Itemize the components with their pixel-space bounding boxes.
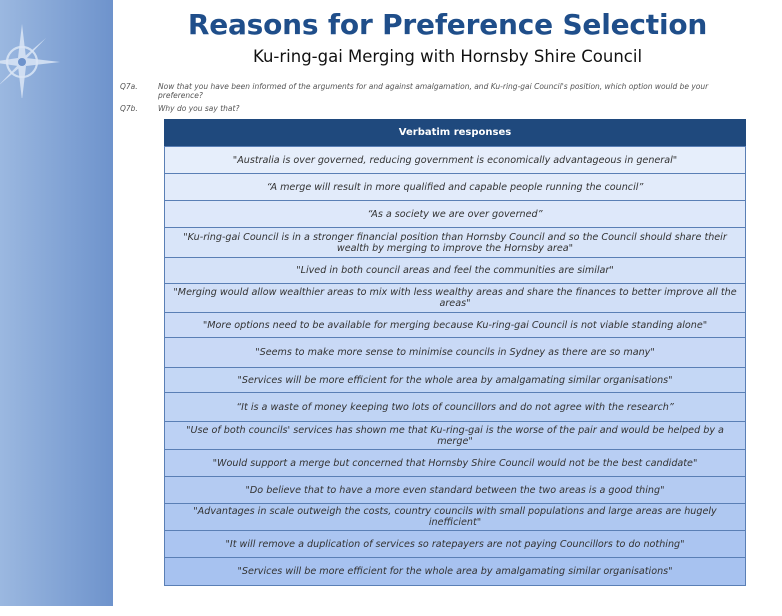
question-text: Why do you say that? <box>158 104 240 113</box>
table-row: "It will remove a duplication of services so ratepayers are not paying Councillors to do nothing" <box>165 530 745 557</box>
sidebar-band <box>0 0 113 606</box>
table-row: "Lived in both council areas and feel the communities are similar" <box>165 257 745 283</box>
table-row: “It is a waste of money keeping two lots of councillors and do not agree with the research” <box>165 392 745 421</box>
page-title: Reasons for Preference Selection <box>187 8 708 41</box>
page-subtitle: Ku-ring-gai Merging with Hornsby Shire Council <box>252 47 643 66</box>
compass-rose-icon <box>0 22 64 98</box>
table-row: "Services will be more efficient for the whole area by amalgamating similar organisations" <box>165 367 745 392</box>
table-row: "Australia is over governed, reducing government is economically advantageous in general" <box>165 146 745 173</box>
table-row: "Advantages in scale outweigh the costs, country councils with small populations and large areas are hugely inefficient" <box>165 503 745 530</box>
table-row: "Seems to make more sense to minimise councils in Sydney as there are so many" <box>165 337 745 367</box>
table-row: “A merge will result in more qualified and capable people running the council” <box>165 173 745 200</box>
question-q7a <box>120 82 782 102</box>
question-code: Q7a. <box>120 82 138 91</box>
table-header: Verbatim responses <box>164 119 746 146</box>
table-row: "Merging would allow wealthier areas to mix with less wealthy areas and share the finances to better improve all the areas" <box>165 283 745 312</box>
table-body <box>164 146 746 586</box>
table-row: “As a society we are over governed” <box>165 200 745 227</box>
table-row: "Use of both councils' services has shown me that Ku-ring-gai is the worse of the pair and would be helped by a merge" <box>165 421 745 449</box>
question-code: Q7b. <box>120 104 138 113</box>
question-q7b <box>120 104 782 114</box>
question-text: Now that you have been informed of the arguments for and against amalgamation, and Ku-ring-gai Council's position, which option would be your preference? <box>158 82 709 100</box>
table-row: "More options need to be available for merging because Ku-ring-gai Council is not viable standing alone" <box>165 312 745 337</box>
table-row: "Do believe that to have a more even standard between the two areas is a good thing" <box>165 476 745 503</box>
table-row: "Would support a merge but concerned that Hornsby Shire Council would not be the best candidate" <box>165 449 745 476</box>
table-row: "Services will be more efficient for the whole area by amalgamating similar organisations" <box>165 557 745 585</box>
verbatim-table <box>164 119 746 586</box>
table-row: "Ku-ring-gai Council is in a stronger financial position than Hornsby Council and so the Council should share their wealth by merging to improve the Hornsby area" <box>165 227 745 257</box>
